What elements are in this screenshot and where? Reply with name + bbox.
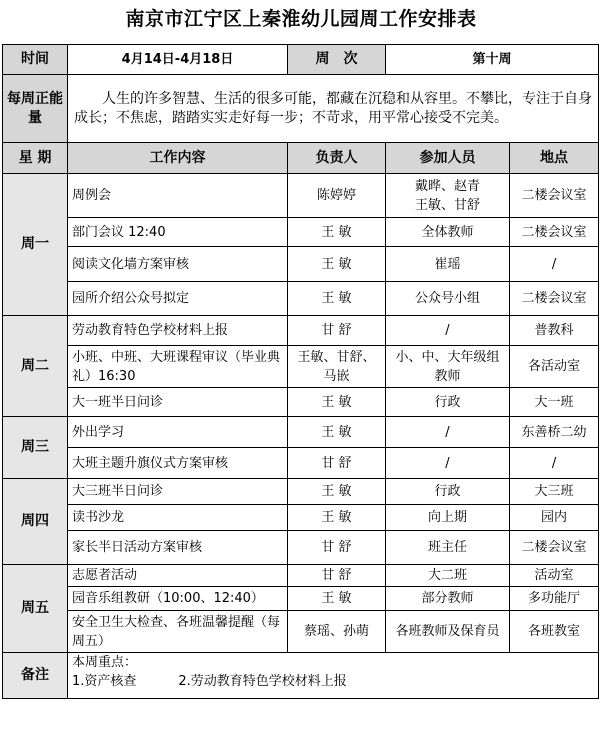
- place-cell: 二楼会议室: [510, 531, 599, 565]
- owner-cell: 王 敏: [288, 505, 386, 531]
- notes-row: [3, 653, 599, 699]
- notes-content: [68, 653, 599, 699]
- info-row: [3, 45, 599, 75]
- page-title: 南京市江宁区上秦淮幼儿园周工作安排表: [125, 8, 477, 30]
- work-content: 家长半日活动方案审核: [68, 531, 288, 565]
- participants-cell: 班主任: [386, 531, 510, 565]
- date-range: 4月14日-4月18日: [68, 45, 288, 75]
- work-content: 阅读文化墙方案审核: [68, 247, 288, 282]
- owner-cell: 王 敏: [288, 417, 386, 448]
- day-label: 周三: [3, 417, 68, 479]
- table-row: [3, 218, 599, 247]
- owner-cell: 王 敏: [288, 479, 386, 505]
- work-content: 劳动教育特色学校材料上报: [68, 316, 288, 346]
- owner-cell: 王敏、甘舒、马嵌: [288, 346, 386, 388]
- place-cell: 二楼会议室: [510, 174, 599, 218]
- owner-cell: 王 敏: [288, 587, 386, 611]
- work-content: 大三班半日问诊: [68, 479, 288, 505]
- place-cell: /: [510, 247, 599, 282]
- table-row: [3, 174, 599, 218]
- place-cell: 二楼会议室: [510, 282, 599, 316]
- week-label: 周 次: [288, 45, 386, 75]
- notes-heading: 本周重点：: [72, 655, 138, 670]
- day-label: 周二: [3, 316, 68, 417]
- participants-cell: 行政: [386, 388, 510, 417]
- work-content: 园所介绍公众号拟定: [68, 282, 288, 316]
- participants-cell: /: [386, 316, 510, 346]
- table-row: [3, 587, 599, 611]
- participants-cell: /: [386, 417, 510, 448]
- table-row: [3, 316, 599, 346]
- place-cell: 园内: [510, 505, 599, 531]
- owner-cell: 陈婷婷: [288, 174, 386, 218]
- work-content: 志愿者活动: [68, 565, 288, 587]
- table-row: [3, 247, 599, 282]
- place-cell: 多功能厅: [510, 587, 599, 611]
- place-cell: 普教科: [510, 316, 599, 346]
- motto-text: 人生的许多智慧、生活的很多可能，都藏在沉稳和从容里。不攀比，专注于自身成长；不焦虑，踏踏实实走好每一步；不苛求，用平常心接受不完美。: [68, 75, 599, 143]
- participants-cell: 向上期: [386, 505, 510, 531]
- schedule-table: [2, 44, 599, 699]
- table-row: [3, 611, 599, 653]
- table-row: [3, 531, 599, 565]
- owner-cell: 甘 舒: [288, 565, 386, 587]
- owner-cell: 蔡瑶、孙萌: [288, 611, 386, 653]
- owner-cell: 甘 舒: [288, 316, 386, 346]
- participants-cell: 小、中、大年级组教师: [386, 346, 510, 388]
- owner-cell: 王 敏: [288, 388, 386, 417]
- notes-item-1: 1.资产核查: [72, 674, 137, 689]
- time-label: 时间: [3, 45, 68, 75]
- participants-cell: 大二班: [386, 565, 510, 587]
- header-content: 工作内容: [68, 143, 288, 174]
- table-row: [3, 448, 599, 479]
- work-content: 安全卫生大检查、各班温馨提醒（每周五）: [68, 611, 288, 653]
- place-cell: /: [510, 448, 599, 479]
- table-row: [3, 479, 599, 505]
- header-owner: 负责人: [288, 143, 386, 174]
- owner-cell: 甘 舒: [288, 448, 386, 479]
- work-content: 大一班半日问诊: [68, 388, 288, 417]
- participants-cell: 各班教师及保育员: [386, 611, 510, 653]
- place-cell: 大三班: [510, 479, 599, 505]
- notes-items: [72, 672, 594, 691]
- participants-cell: /: [386, 448, 510, 479]
- day-label: 周一: [3, 174, 68, 316]
- header-row: [3, 143, 599, 174]
- owner-cell: 王 敏: [288, 247, 386, 282]
- work-content: 小班、中班、大班课程审议（毕业典礼）16:30: [68, 346, 288, 388]
- day-label: 周四: [3, 479, 68, 565]
- participants-cell: 部分教师: [386, 587, 510, 611]
- header-place: 地点: [510, 143, 599, 174]
- week-value: 第十周: [386, 45, 599, 75]
- work-content: 外出学习: [68, 417, 288, 448]
- table-row: [3, 505, 599, 531]
- motto-row: [3, 75, 599, 143]
- header-participants: 参加人员: [386, 143, 510, 174]
- participants-cell: 崔瑶: [386, 247, 510, 282]
- table-row: [3, 282, 599, 316]
- place-cell: 东善桥二幼: [510, 417, 599, 448]
- owner-cell: 王 敏: [288, 282, 386, 316]
- place-cell: 各班教室: [510, 611, 599, 653]
- place-cell: 二楼会议室: [510, 218, 599, 247]
- participants-cell: 公众号小组: [386, 282, 510, 316]
- table-row: [3, 388, 599, 417]
- place-cell: 各活动室: [510, 346, 599, 388]
- owner-cell: 甘 舒: [288, 531, 386, 565]
- notes-item-2: 2.劳动教育特色学校材料上报: [178, 674, 347, 689]
- owner-cell: 王 敏: [288, 218, 386, 247]
- notes-label: 备注: [3, 653, 68, 699]
- participants-cell: 行政: [386, 479, 510, 505]
- place-cell: 活动室: [510, 565, 599, 587]
- table-row: [3, 417, 599, 448]
- participants-cell: 戴晔、赵青 王敏、甘舒: [386, 174, 510, 218]
- table-row: [3, 346, 599, 388]
- work-content: 周例会: [68, 174, 288, 218]
- motto-label: 每周正能量: [3, 75, 68, 143]
- work-content: 大班主题升旗仪式方案审核: [68, 448, 288, 479]
- work-content: 园音乐组教研（10:00、12:40）: [68, 587, 288, 611]
- day-label: 周五: [3, 565, 68, 653]
- work-content: 部门会议 12:40: [68, 218, 288, 247]
- header-day: 星 期: [3, 143, 68, 174]
- table-row: [3, 565, 599, 587]
- place-cell: 大一班: [510, 388, 599, 417]
- participants-cell: 全体教师: [386, 218, 510, 247]
- work-content: 读书沙龙: [68, 505, 288, 531]
